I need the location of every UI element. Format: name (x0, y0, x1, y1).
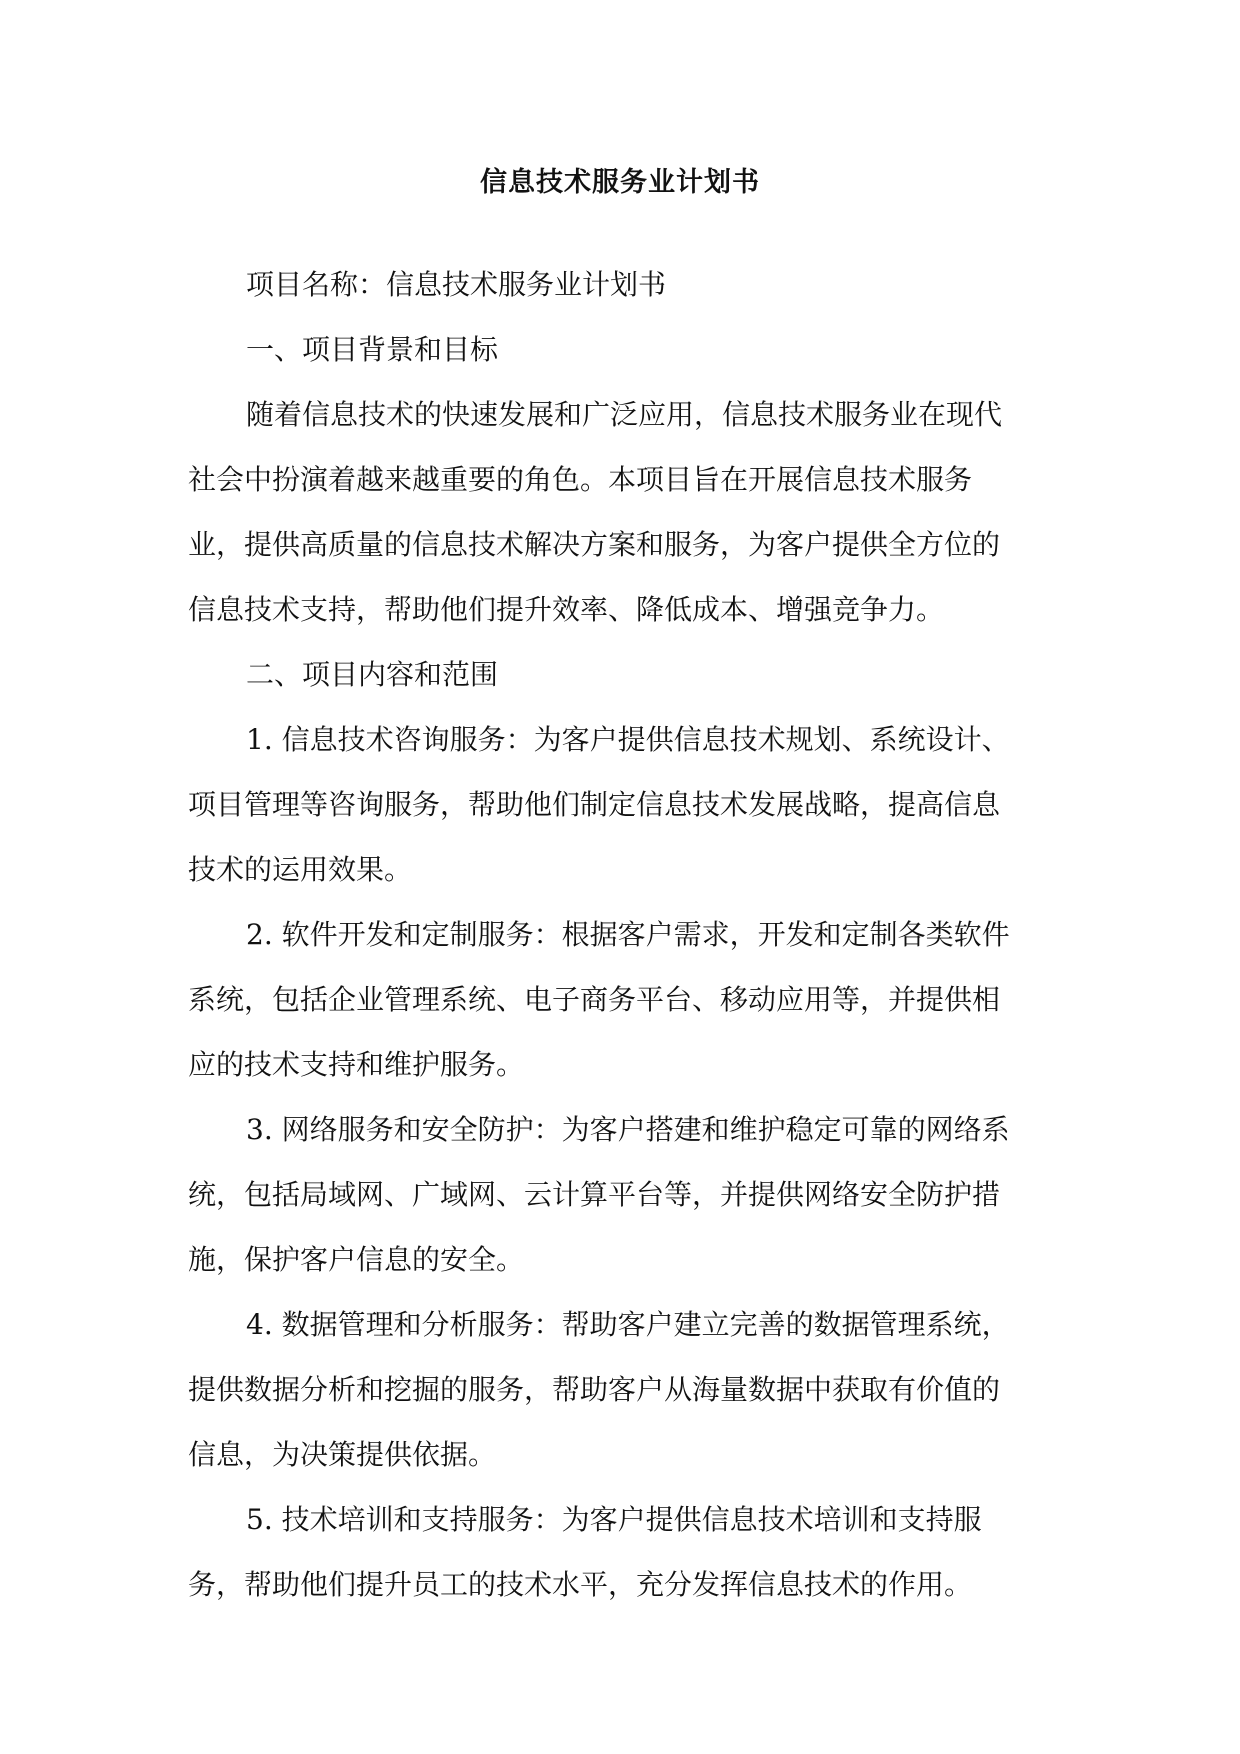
body-line: 务，帮助他们提升员工的技术水平，充分发挥信息技术的作用。 (188, 1568, 973, 1601)
document-body (188, 252, 1052, 1617)
body-line: 信息技术支持，帮助他们提升效率、降低成本、增强竞争力。 (188, 593, 945, 626)
body-line: 应的技术支持和维护服务。 (188, 1048, 525, 1081)
body-line: 社会中扮演着越来越重要的角色。本项目旨在开展信息技术服务 (188, 463, 973, 496)
body-line: 3. 网络服务和安全防护：为客户搭建和维护稳定可靠的网络系 (246, 1113, 1010, 1146)
body-line: 4. 数据管理和分析服务：帮助客户建立完善的数据管理系统， (246, 1308, 1010, 1341)
body-line: 施，保护客户信息的安全。 (188, 1243, 525, 1276)
body-line: 项目管理等咨询服务，帮助他们制定信息技术发展战略，提高信息 (188, 788, 1001, 821)
document-title: 信息技术服务业计划书 (480, 167, 760, 198)
body-line: 系统，包括企业管理系统、电子商务平台、移动应用等，并提供相 (188, 983, 1001, 1016)
body-line: 随着信息技术的快速发展和广泛应用，信息技术服务业在现代 (246, 398, 1003, 431)
body-line: 2. 软件开发和定制服务：根据客户需求，开发和定制各类软件 (246, 918, 1010, 951)
body-line: 提供数据分析和挖掘的服务，帮助客户从海量数据中获取有价值的 (188, 1373, 1001, 1406)
body-line: 5. 技术培训和支持服务：为客户提供信息技术培训和支持服 (246, 1503, 982, 1536)
body-line: 技术的运用效果。 (188, 853, 413, 886)
body-line: 1. 信息技术咨询服务：为客户提供信息技术规划、系统设计、 (246, 723, 1010, 756)
body-line: 业，提供高质量的信息技术解决方案和服务，为客户提供全方位的 (188, 528, 1001, 561)
body-line: 一、项目背景和目标 (246, 333, 499, 366)
body-line: 项目名称：信息技术服务业计划书 (246, 268, 667, 301)
body-line: 二、项目内容和范围 (246, 658, 499, 691)
body-line: 信息，为决策提供依据。 (188, 1438, 497, 1471)
body-line: 统，包括局域网、广域网、云计算平台等，并提供网络安全防护措 (188, 1178, 1001, 1211)
